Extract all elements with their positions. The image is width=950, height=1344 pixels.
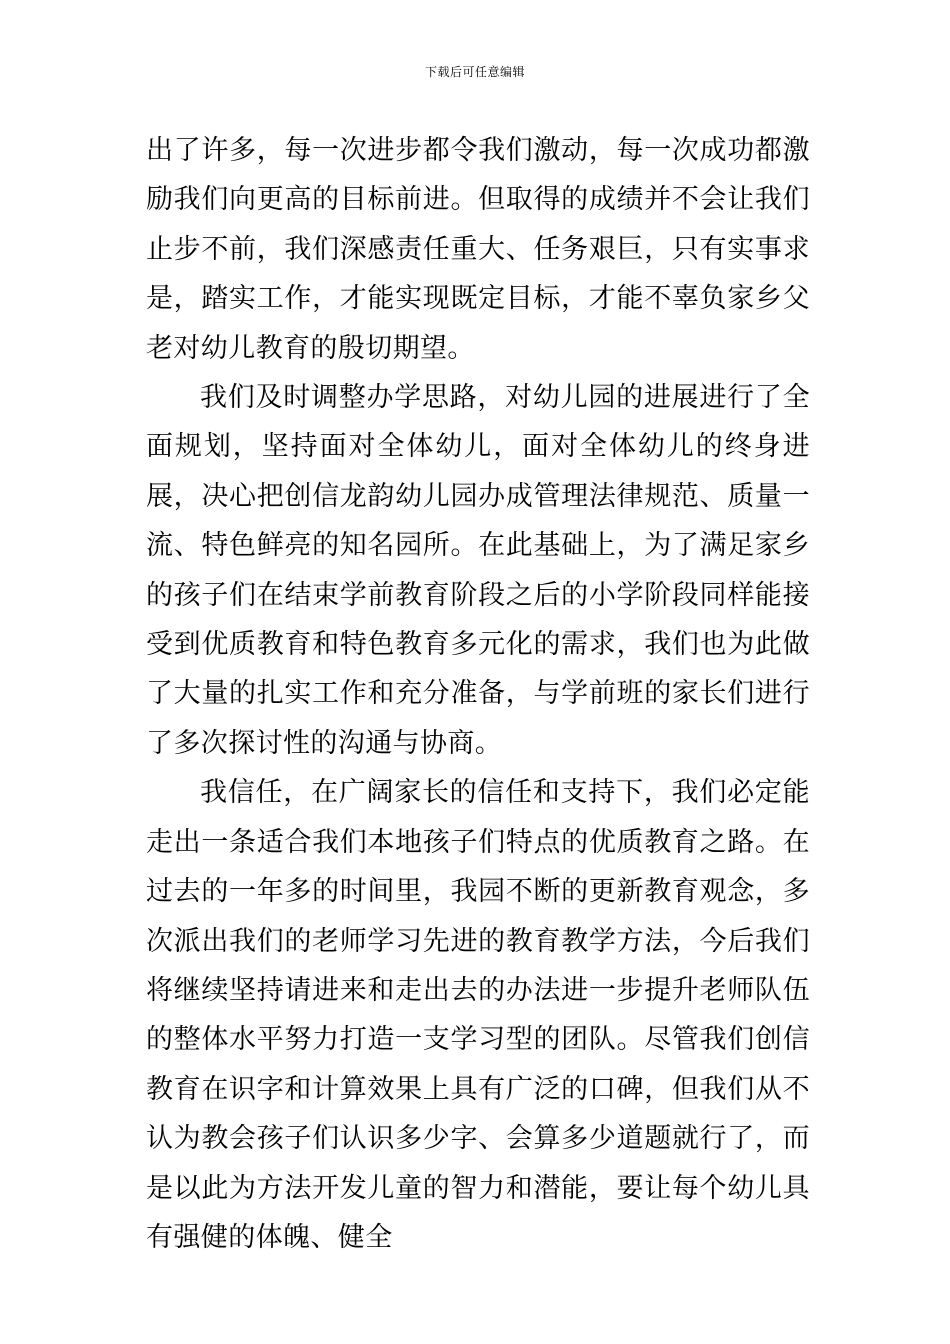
paragraph-3: 我信任，在广阔家长的信任和支持下，我们必定能走出一条适合我们本地孩子们特点的优质教育之路。在过去的一年多的时间里，我园不断的更新教育观念，多次派出我们的老师学习先进的教育教学方法，今后我们将继续坚持请进来和走出去的办法进一步提升老师队伍的整体水平努力打造一支学习型的团队。尽管我们创信教育在识字和计算效果上具有广泛的口碑，但我们从不认为教会孩子们认识多少字、会算多少道题就行了，而是以此为方法开发儿童的智力和潜能，要让每个幼儿具有强健的体魄、健全 (146, 777, 810, 1253)
paragraph-1: 出了许多，每一次进步都令我们激动，每一次成功都激励我们向更高的目标前进。但取得的成绩并不会让我们止步不前，我们深感责任重大、任务艰巨，只有实事求是，踏实工作，才能实现既定目标，才能不辜负家乡父老对幼儿教育的殷切期望。 (146, 135, 810, 364)
paragraph-2: 我们及时调整办学思路，对幼儿园的进展进行了全面规划，坚持面对全体幼儿，面对全体幼儿的终身进展，决心把创信龙韵幼儿园办成管理法律规范、质量一流、特色鲜亮的知名园所。在此基础上，为了满足家乡的孩子们在结束学前教育阶段之后的小学阶段同样能接受到优质教育和特色教育多元化的需求，我们也为此做了大量的扎实工作和充分准备，与学前班的家长们进行了多次探讨性的沟通与协商。 (146, 382, 810, 759)
document-body (146, 126, 810, 1262)
page-header: 下载后可任意编辑 (424, 65, 525, 79)
